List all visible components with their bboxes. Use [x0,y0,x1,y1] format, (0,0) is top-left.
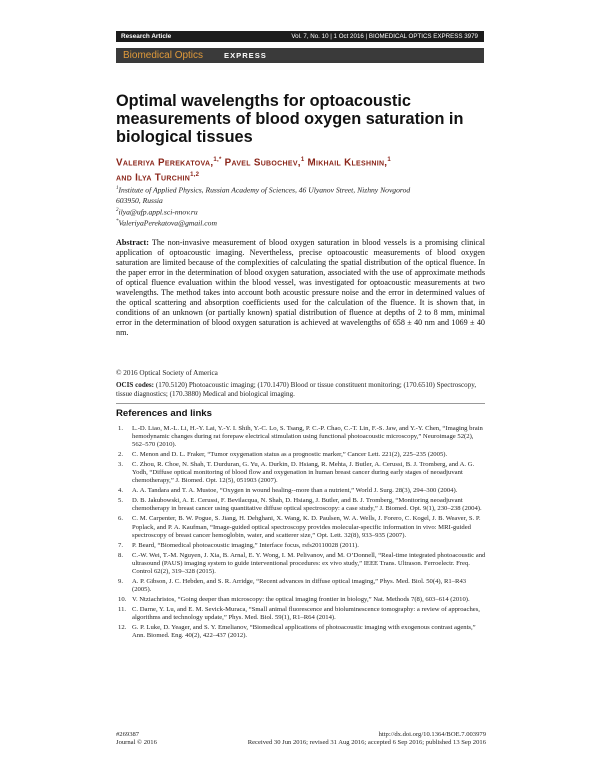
reference-item: 1. L.-D. Liao, M.-L. Li, H.-Y. Lai, Y.-Y. I. Shih, Y.-C. Lo, S. Tsang, P. C.-P. Chao, C.-T. Lin, F.-S. Jaw, and Y.-Y. Chen, “Imaging brain hemodynamic changes during rat forepaw electrical stimulation using functional photoacoustic microscopy,” Neuroimage 52(2), 562–570 (2010). [118,425,483,449]
author-affil-mark: 1,* [213,157,222,163]
footer-row-1 [116,731,486,739]
email-link[interactable]: ValeriyaPerekatova@gmail.com [118,218,217,228]
reference-item: 2. C. Menon and D. L. Fraker, “Tumor oxygenation status as a prognostic marker,” Cancer Lett. 221(2), 225–235 (2005). [118,451,448,459]
affil-text: Institute of Applied Physics, Russian Academy of Sciences, 46 Ulyanov Street, Nizhny Novgorod [118,185,411,195]
journal-brand-main: Biomedical Optics [123,50,204,61]
abstract-label: Abstract: [116,238,149,247]
email-link[interactable]: ilya@ufp.appl.sci-nnov.ru [118,207,198,217]
author-name: and Ilya Turchin [116,172,191,184]
affiliation-1-cont: 603950, Russia [116,195,163,205]
affil-mark: 1 [116,186,119,191]
journal-brand-sub: EXPRESS [224,51,267,60]
journal-copyright: Journal © 2016 [116,739,157,747]
author-name: Pavel Subochev, [221,157,301,169]
reference-item: 9. A. P. Gibson, J. C. Hebden, and S. R. Arridge, “Recent advances in diffuse optical imaging,” Phys. Med. Biol. 50(4), R1–R43 (2005). [118,577,467,593]
publication-dates: Received 30 Jun 2016; revised 31 Aug 2016; accepted 6 Sep 2016; published 13 Sep 2016 [247,739,486,747]
section-divider [116,403,485,404]
reference-item: 3. C. Zhou, R. Choe, N. Shah, T. Durduran, G. Yu, A. Durkin, D. Hsiang, R. Mehta, J. Butler, A. Cerussi, B. J. Tromberg, and A. G. Yodh, “Diffuse optical monitoring of blood flow and oxygenation in human breast cancer during early stages of neoadjuvant chemotherapy,” J. Biomed. Opt. 12(5), 051903 (2007). [118,461,475,485]
affiliation-2 [116,206,486,218]
author-affil-mark: 1 [300,157,305,163]
reference-item: 5. D. B. Jakubowski, A. E. Cerussi, F. Bevilacqua, N. Shah, D. Hsiang, J. Butler, and B. J. Tromberg, “Monitoring neoadjuvant chemotherapy in breast cancer using quantitative diffuse optical spectroscopy: a case study,” J. Biomed. Opt. 9(1), 230–238 (2004). [118,497,482,513]
article-id: #269387 [116,731,140,738]
author-name: Valeriya Perekatova, [116,157,214,169]
affil-mark: * [116,219,119,225]
page-footer [116,731,486,748]
author-list [116,154,496,185]
affiliation-1 [116,184,486,196]
footer-row-2 [116,739,486,747]
copyright: © 2016 Optical Society of America [116,369,218,377]
author-affil-mark: 1,2 [190,172,200,179]
ocis-codes [116,381,485,400]
reference-item: 4. A. A. Tandara and T. A. Mustoe, “Oxygen in wound healing--more than a nutrient,” World J. Surg. 28(3), 294–300 (2004). [118,487,458,495]
doi-link[interactable]: http://dx.doi.org/10.1364/BOE.7.003979 [378,731,486,738]
abstract [116,238,485,338]
ocis-text: (170.5120) Photoacoustic imaging; (170.1470) Blood or tissue constituent monitoring; (170.6510) Spectroscopy, tissue diagnostics; (170.3880) Medical and biological imaging. [116,381,477,399]
author-affil-mark: 1 [387,157,391,163]
references-heading: References and links [116,408,212,419]
reference-item: 6. C. M. Carpenter, B. W. Pogue, S. Jiang, H. Dehghani, X. Wang, K. D. Paulsen, W. A. Wells, J. Forero, C. Kogel, J. B. Weaver, S. P. Poplack, and P. A. Kaufman, “Image-guided optical spectroscopy provides molecular-specific information in vivo: MRI-guided spectroscopy of breast cancer hemoglobin, water, and scatterer size,” Opt. Lett. 32(8), 933–935 (2007). [118,515,481,539]
article-type-label: Research Article [121,33,172,40]
author-name: Mikhail Kleshnin, [304,157,388,169]
reference-item: 8. C.-W. Wei, T.-M. Nguyen, J. Xia, B. Arnal, E. Y. Wong, I. M. Pelivanov, and M. O’Donnell, “Real-time integrated photoacoustic and ultrasound (PAUS) imaging system to guide interventional procedures: ex vivo study,” IEEE Trans. Ultrason. Ferroelectr. Freq. Control 62(2), 319–328 (2015). [118,551,486,575]
paper-title: Optimal wavelengths for optoacoustic measurements of blood oxygen saturation in biological tissues [116,92,464,146]
ocis-label: OCIS codes: [116,381,155,389]
reference-item: 10. V. Ntziachristos, “Going deeper than microscopy: the optical imaging frontier in biology,” Nat. Methods 7(8), 603–614 (2010). [118,595,470,603]
reference-item: 11. C. Darne, Y. Lu, and E. M. Sevick-Muraca, “Small animal fluorescence and bioluminescence tomography: a review of approaches, algorithms and technology update,” Phys. Med. Biol. 59(1), R1–R64 (2014). [118,605,480,621]
references-list [116,425,486,642]
reference-item: 7. P. Beard, “Biomedical photoacoustic imaging,” Interface focus, rsfs20110028 (2011). [118,541,359,549]
affiliation-3 [116,217,486,229]
abstract-text: The non-invasive measurement of blood oxygen saturation in blood vessels is a promising clinical application of optoacoustic imaging. Nevertheless, precise optoacoustic measurements of blood oxygen saturation are limited because of the complexities of calculating the spatial distribution of the optical fluence. In the paper error in the determination of blood oxygen saturation, associated with the use of approximate methods of optical fluence evaluation within the blood vessel, was investigated for optoacoustic measurements at two wavelengths. The method takes into account both acoustic pressure noise and the error in determined values of the optical scattering and absorption coefficients used for the calculation of the fluence. It is shown that, in conditions of an unknown (or partially known) spatial distribution of fluence at depths of 2 to 8 mm, minimal error in the determination of blood oxygen saturation is achieved at wavelengths of 658 ± 40 nm and 1069 ± 40 nm. [116,238,485,338]
author-line-2 [116,169,496,184]
affil-mark: 2 [116,207,119,213]
journal-brand-bar [116,48,484,63]
article-header-bar [116,31,484,42]
journal-info: Vol. 7, No. 10 | 1 Oct 2016 | BIOMEDICAL OPTICS EXPRESS 3979 [291,33,478,40]
reference-item: 12. G. P. Luke, D. Yeager, and S. Y. Emelianov, “Biomedical applications of photoacoustic imaging with exogenous contrast agents,” Ann. Biomed. Eng. 40(2), 422–437 (2012). [118,624,476,640]
author-line-1 [116,154,496,169]
affiliations [116,184,486,229]
